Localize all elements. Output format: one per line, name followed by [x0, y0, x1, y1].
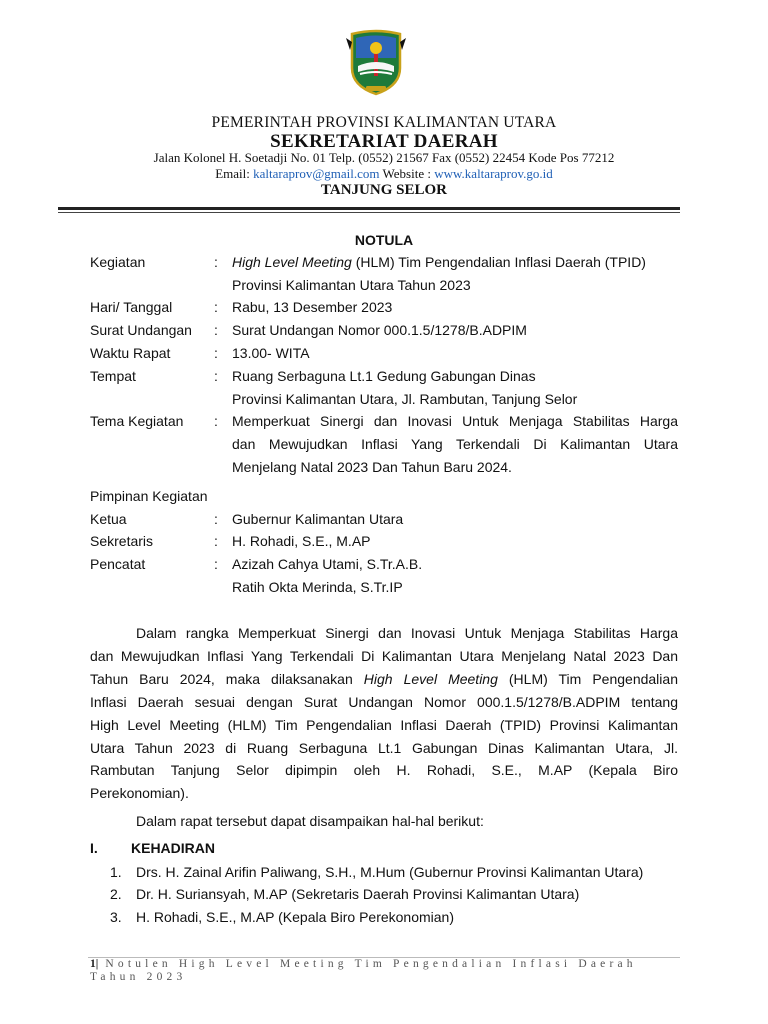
list-item-number: 1.	[110, 864, 122, 880]
field-value: Ruang Serbaguna Lt.1 Gedung Gabungan Dinas	[232, 368, 536, 384]
field-value-cont: dan Mewujudkan Inflasi Yang Terkendali Di Kalimantan Utara	[232, 436, 678, 452]
letterhead-rule-thin	[58, 212, 680, 213]
field-label: Pencatat	[90, 556, 146, 572]
field-value	[232, 254, 678, 270]
paragraph-text: (HLM) Tim Pengendalian	[497, 671, 678, 687]
contact-line	[0, 166, 768, 182]
field-label: Ketua	[90, 511, 127, 527]
field-tanggal	[90, 299, 680, 322]
field-colon: :	[214, 533, 218, 549]
field-colon: :	[214, 299, 218, 315]
paragraph-line: Inflasi Daerah sesuai dengan Surat Undangan Nomor 000.1.5/1278/B.ADPIM tentang	[90, 694, 678, 710]
field-colon: :	[214, 368, 218, 384]
page-number: 1	[90, 958, 96, 970]
footer-separator: |	[95, 958, 99, 970]
field-tema-kegiatan	[90, 413, 680, 483]
footer-text: Notulen High Level Meeting Tim Pengendalian Inflasi Daerah Tahun 2023	[90, 958, 637, 983]
field-value-cont: Provinsi Kalimantan Utara Tahun 2023	[232, 277, 471, 293]
paragraph-line: Rambutan Tanjung Selor dipimpin oleh H. Rohadi, S.E., M.AP (Kepala Biro	[90, 762, 678, 778]
office-address: Jalan Kolonel H. Soetadji No. 01 Telp. (0552) 21567 Fax (0552) 22454 Kode Pos 77212	[153, 150, 615, 165]
field-colon: :	[214, 345, 218, 361]
section-number: I.	[90, 840, 98, 856]
field-label: Tempat	[90, 368, 136, 384]
field-label: Kegiatan	[90, 254, 146, 270]
field-colon: :	[214, 254, 218, 270]
email-label: Email:	[215, 166, 254, 181]
city-name: TANJUNG SELOR	[321, 182, 447, 198]
website-label: Website :	[379, 166, 435, 181]
field-value: Azizah Cahya Utami, S.Tr.A.B.	[232, 556, 423, 572]
field-colon: :	[214, 511, 218, 527]
paragraph-italic: High Level Meeting	[363, 671, 498, 687]
intro-sentence: Dalam rapat tersebut dapat disampaikan hal-hal berikut:	[136, 813, 484, 829]
document-title: NOTULA	[354, 232, 414, 248]
list-item: Drs. H. Zainal Arifin Paliwang, S.H., M.Hum (Gubernur Provinsi Kalimantan Utara)	[136, 864, 644, 880]
field-label: Surat Undangan	[90, 322, 192, 338]
field-pencatat	[90, 556, 680, 602]
paragraph-line: Dalam rangka Memperkuat Sinergi dan Inovasi Untuk Menjaga Stabilitas Harga	[136, 625, 678, 641]
field-value: Rabu, 13 Desember 2023	[232, 299, 393, 315]
paragraph-line: Utara Tahun 2023 di Ruang Serbaguna Lt.1 Gabungan Dinas Kalimantan Utara, Jl.	[90, 740, 678, 756]
field-label: Hari/ Tanggal	[90, 299, 173, 315]
field-value-text: (HLM) Tim Pengendalian Inflasi Daerah (TPID)	[351, 254, 646, 270]
field-value-cont: Menjelang Natal 2023 Dan Tahun Baru 2024.	[232, 459, 512, 475]
field-label: Tema Kegiatan	[90, 413, 184, 429]
field-value-italic: High Level Meeting	[232, 254, 352, 270]
pimpinan-heading: Pimpinan Kegiatan	[90, 488, 208, 504]
list-item: Dr. H. Suriansyah, M.AP (Sekretaris Daerah Provinsi Kalimantan Utara)	[136, 886, 580, 902]
field-value: 13.00- WITA	[232, 345, 310, 361]
field-colon: :	[214, 556, 218, 572]
letterhead-rule-thick	[58, 207, 680, 210]
field-value-cont: Provinsi Kalimantan Utara, Jl. Rambutan, Tanjung Selor	[232, 391, 578, 407]
list-item-number: 2.	[110, 886, 122, 902]
field-colon: :	[214, 322, 218, 338]
field-sekretaris	[90, 533, 680, 556]
field-surat-undangan	[90, 322, 680, 345]
paragraph-line: High Level Meeting (HLM) Tim Pengendalian Inflasi Daerah (TPID) Provinsi Kalimantan	[90, 717, 678, 733]
paragraph-text: Tahun Baru 2024, maka dilaksanakan	[90, 671, 364, 687]
page-footer	[90, 958, 678, 984]
paragraph-line: Perekonomian).	[90, 785, 189, 801]
field-ketua	[90, 511, 680, 534]
email-link[interactable]: kaltaraprov@gmail.com	[253, 166, 380, 181]
section-heading: KEHADIRAN	[131, 840, 215, 856]
field-colon: :	[214, 413, 218, 429]
field-value-cont: Ratih Okta Merinda, S.Tr.IP	[232, 579, 403, 595]
paragraph-line: dan Mewujudkan Inflasi Yang Terkendali Di Kalimantan Utara Menjelang Natal 2023 Dan	[90, 648, 678, 664]
field-value: Gubernur Kalimantan Utara	[232, 511, 404, 527]
field-value: Memperkuat Sinergi dan Inovasi Untuk Menjaga Stabilitas Harga	[232, 413, 678, 429]
field-kegiatan	[90, 254, 680, 300]
field-label: Waktu Rapat	[90, 345, 171, 361]
field-value: H. Rohadi, S.E., M.AP	[232, 533, 371, 549]
field-label: Sekretaris	[90, 533, 154, 549]
office-name: SEKRETARIAT DAERAH	[270, 131, 498, 152]
field-waktu-rapat	[90, 345, 680, 368]
paragraph-line	[90, 671, 678, 694]
list-item-number: 3.	[110, 909, 122, 925]
field-tempat	[90, 368, 680, 414]
field-value: Surat Undangan Nomor 000.1.5/1278/B.ADPIM	[232, 322, 527, 338]
coat-of-arms-logo	[346, 28, 406, 96]
list-item: H. Rohadi, S.E., M.AP (Kepala Biro Perekonomian)	[136, 909, 455, 925]
website-link[interactable]: www.kaltaraprov.go.id	[434, 166, 553, 181]
government-name: PEMERINTAH PROVINSI KALIMANTAN UTARA	[211, 114, 557, 131]
